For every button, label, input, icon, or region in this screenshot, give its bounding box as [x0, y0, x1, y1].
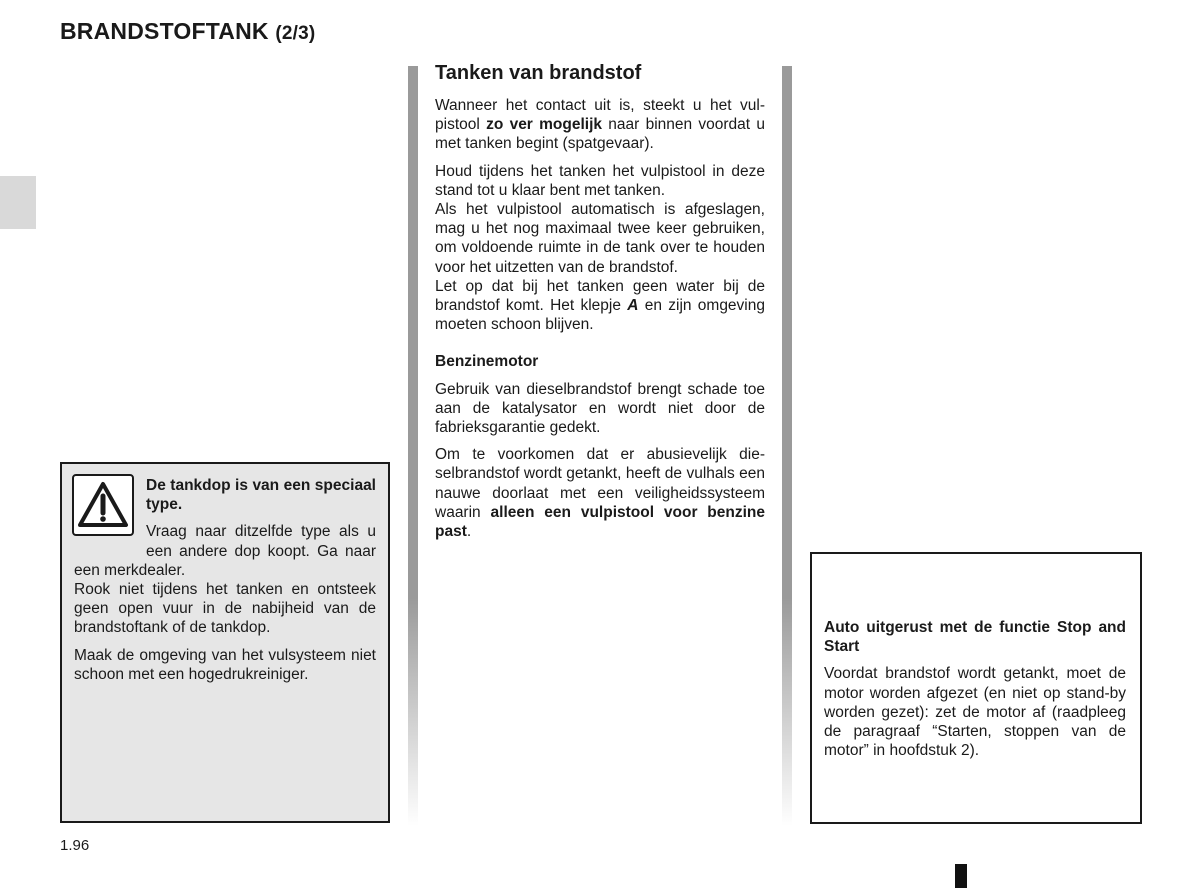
- chapter-tab: [0, 176, 36, 229]
- page-title: [60, 18, 315, 45]
- warning-bold-text: De tankdop is van een speciaal type.: [146, 477, 376, 514]
- title-main: BRANDSTOFTANK: [60, 18, 269, 44]
- info-paragraph: Voordat brandstof wordt getankt, moet de motor worden afgezet (en niet op stand-by worden gezet): zet de motor af (raadpleeg de paragraaf “Starten, stoppen van de motor” in hoofdstuk 2).: [824, 665, 1126, 760]
- warning-text: [74, 476, 376, 692]
- p2c-text-a: Let op dat bij het tanken geen water bij de brandstof komt. Het klepje: [435, 277, 765, 315]
- paragraph-2c: [435, 277, 765, 335]
- p2c-text-b: en zijn omgeving moeten schoon blijven.: [435, 297, 765, 334]
- main-column: [435, 60, 765, 549]
- p4-bold: alleen een vulpistool voor benzine past: [435, 503, 766, 541]
- paragraph-2a: Houd tijdens het tanken het vulpistool in deze stand tot u klaar bent met tanken.: [435, 162, 765, 199]
- info-heading-text: Auto uitgerust met de functie Stop and Start: [824, 619, 1126, 656]
- column-divider-right: [782, 66, 792, 826]
- paragraph-3: Gebruik van dieselbrandstof brengt schade toe aan de katalysator en wordt niet door de fabrieksgarantie gedekt.: [435, 380, 765, 437]
- column-divider-left: [408, 66, 418, 826]
- warning-box: [60, 462, 390, 823]
- p1-bold: zo ver mogelijk: [486, 116, 602, 134]
- paragraph-4: [435, 445, 765, 541]
- p4-text-a: Om te voorkomen dat er abusievelijk dieselbrandstof wordt getankt, heeft de vulhals een nauwe doorlaat met een veiligheidssysteem waarin: [435, 446, 765, 521]
- info-text: [824, 618, 1126, 768]
- warning-paragraph-3: Maak de omgeving van het vulsysteem niet schoon met een hogedrukreiniger.: [74, 646, 376, 683]
- p4-text-b: .: [466, 523, 472, 541]
- paragraph-1: [435, 96, 765, 154]
- p1-text-b: naar binnen voordat u met tanken begint (spatgevaar).: [435, 116, 765, 153]
- corner-marker: [955, 864, 967, 888]
- p2c-italic: A: [627, 297, 639, 315]
- paragraph-2b: Als het vulpistool automatisch is afgeslagen, mag u het nog maximaal twee keer gebruiken, om voldoende ruimte in de tank over te houden voor het uitzetten van de brandstof.: [435, 201, 765, 276]
- section-heading: Tanken van brandstof: [435, 62, 642, 84]
- info-heading: [824, 618, 1126, 656]
- subheading-benzinemotor: Benzinemotor: [435, 353, 539, 371]
- info-box: [810, 552, 1142, 824]
- warning-paragraph-1: Vraag naar ditzelfde type als u een andere dop koopt. Ga naar een merkdealer.: [74, 523, 376, 579]
- title-part: (2/3): [275, 23, 316, 44]
- p1-text-a: Wanneer het contact uit is, steekt u het vulpistool: [435, 97, 765, 134]
- warning-paragraph-2: Rook niet tijdens het tanken en ontsteek geen open vuur in de nabijheid van de brandstoftank of de tankdop.: [74, 581, 376, 637]
- page-number: 1.96: [60, 837, 90, 854]
